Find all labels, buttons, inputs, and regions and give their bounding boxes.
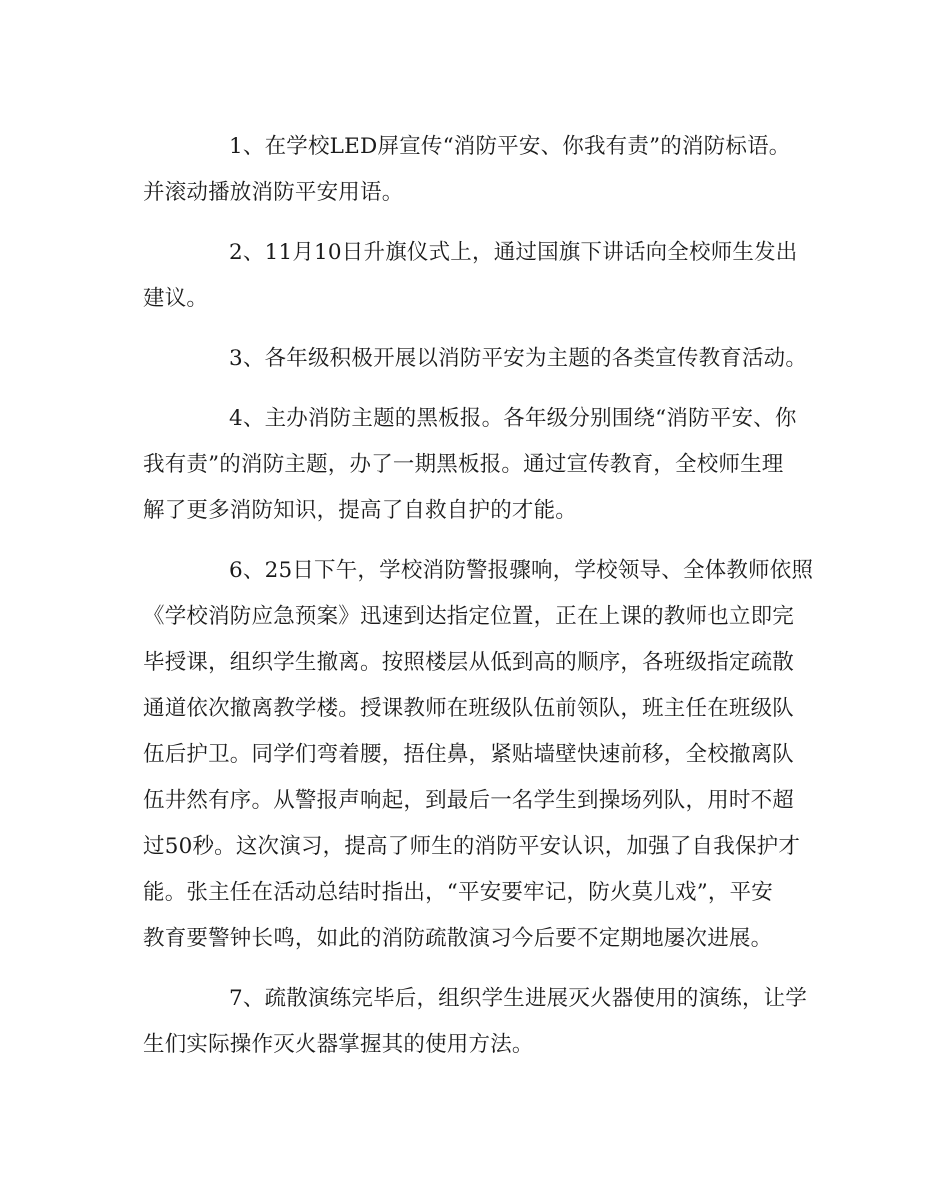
paragraph-line: 能。张主任在活动总结时指出，“平安要牢记，防火莫儿戏”，平安 <box>143 880 773 905</box>
paragraph-line: 生们实际操作灭火器掌握其的使用方法。 <box>143 1032 534 1057</box>
paragraph-line: 1、在学校LED屏宣传“消防平安、你我有责”的消防标语。 <box>229 134 791 159</box>
paragraph-3 <box>143 336 813 382</box>
paragraph-line: 过50秒。这次演习，提高了师生的消防平安认识，加强了自我保护才 <box>143 834 801 859</box>
paragraph-line: 毕授课，组织学生撤离。按照楼层从低到高的顺序，各班级指定疏散 <box>143 650 795 675</box>
document-body <box>143 124 813 1082</box>
paragraph-line: 解了更多消防知识，提高了自救自护的才能。 <box>143 498 578 523</box>
paragraph-line: 我有责”的消防主题，办了一期黑板报。通过宣传教育，全校师生理 <box>143 452 784 477</box>
paragraph-line: 2、11月10日升旗仪式上，通过国旗下讲话向全校师生发出 <box>229 240 798 265</box>
paragraph-line: 并滚动播放消防平安用语。 <box>143 180 404 205</box>
paragraph-line: 通道依次撤离教学楼。授课教师在班级队伍前领队，班主任在班级队 <box>143 696 795 721</box>
paragraph-2 <box>143 230 813 322</box>
paragraph-line: 伍后护卫。同学们弯着腰，捂住鼻，紧贴墙壁快速前移，全校撤离队 <box>143 742 795 767</box>
paragraph-line: 6、25日下午，学校消防警报骤响，学校领导、全体教师依照 <box>229 558 814 583</box>
paragraph-line: 4、主办消防主题的黑板报。各年级分别围绕“消防平安、你 <box>229 406 797 431</box>
paragraph-line: 3、各年级积极开展以消防平安为主题的各类宣传教育活动。 <box>229 346 808 371</box>
paragraph-1 <box>143 124 813 216</box>
paragraph-line: 建议。 <box>143 286 209 311</box>
paragraph-line: 7、疏散演练完毕后，组织学生进展灭火器使用的演练，让学 <box>229 986 808 1011</box>
paragraph-5 <box>143 548 813 962</box>
paragraph-line: 伍井然有序。从警报声响起，到最后一名学生到操场列队，用时不超 <box>143 788 795 813</box>
paragraph-4 <box>143 396 813 534</box>
paragraph-6 <box>143 976 813 1068</box>
paragraph-line: 《学校消防应急预案》迅速到达指定位置，正在上课的教师也立即完 <box>143 604 795 629</box>
paragraph-line: 教育要警钟长鸣，如此的消防疏散演习今后要不定期地屡次进展。 <box>143 926 773 951</box>
